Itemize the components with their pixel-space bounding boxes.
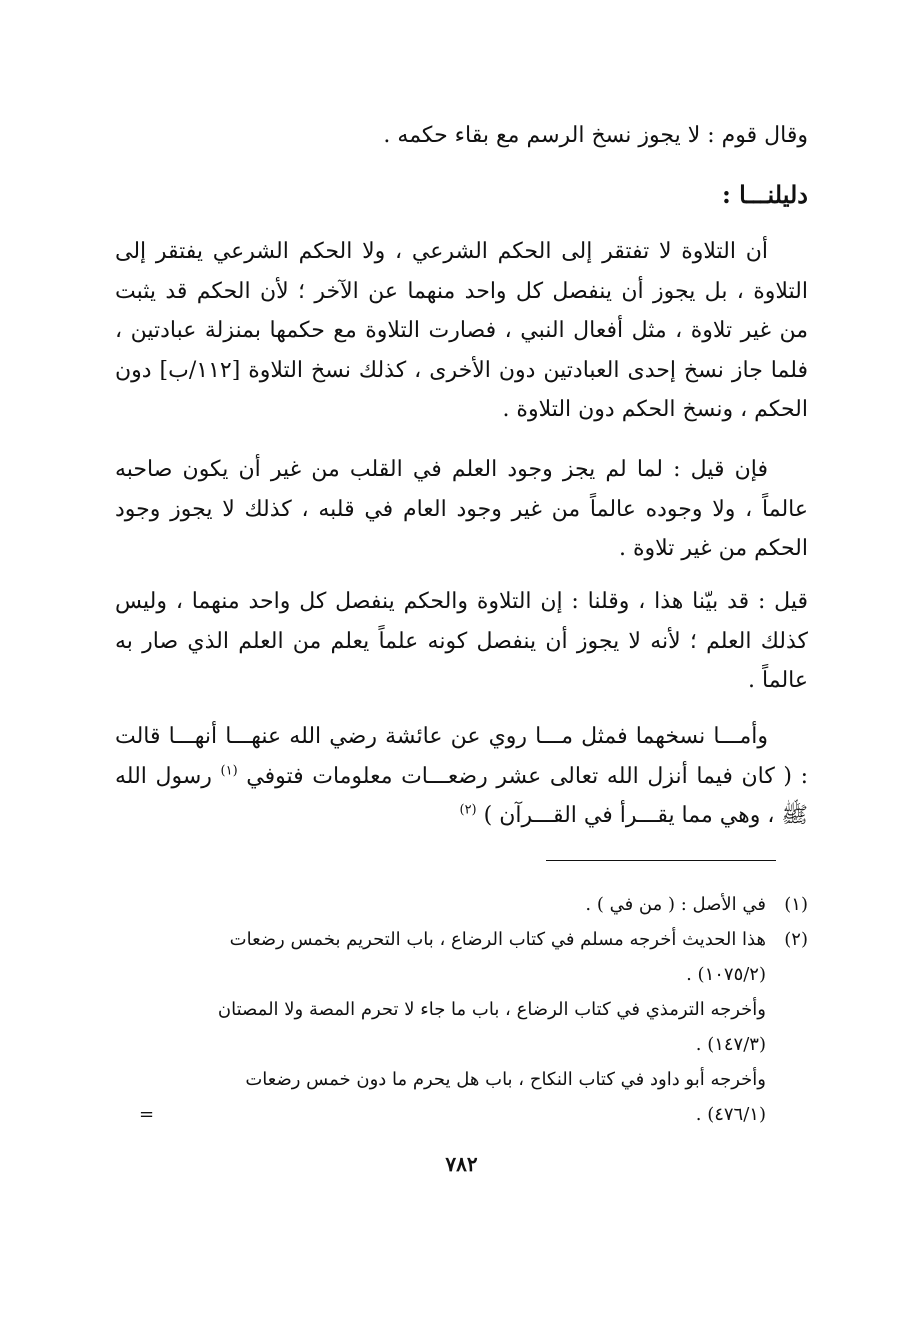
footnote-divider [546, 860, 776, 861]
paragraph-4-text-b: رسول الله ﷺ ، وهي مما يقـــرأ في القـــرآن ) [115, 763, 808, 828]
intro-line: وقال قوم : لا يجوز نسخ الرسم مع بقاء حكمه . [383, 123, 808, 148]
paragraph-3: قيل : قد بيّنا هذا ، وقلنا : إن التلاوة والحكم ينفصل كل واحد منهما ، وليس كذلك العلم ؛ لأنه لا يجوز أن ينفصل كونه علماً يعلم من العلم الذي صار به عالماً . [115, 589, 808, 693]
paragraph-4-text-a: وأمـــا نسخهما فمثل مـــا روي عن عائشة رضي الله عنهـــا أنهـــا قالت : ( كان فيما أنزل الله تعالى عشر رضعـــات معلومات فتوفي [115, 724, 809, 789]
footnote-line: هذا الحديث أخرجه مسلم في كتاب الرضاع ، باب التحريم بخمس رضعات [229, 929, 766, 950]
section-heading: دليلنـــا : [721, 180, 808, 209]
footnote-number: (١) [784, 894, 808, 915]
footnote-line: (١٤٧/٣) . [695, 1034, 766, 1055]
footnote-line: وأخرجه أبو داود في كتاب النكاح ، باب هل يحرم ما دون خمس رضعات [245, 1069, 766, 1090]
footnote-ref-2: (٢) [459, 802, 477, 818]
footnotes [115, 887, 808, 1132]
footnote-1 [115, 887, 808, 922]
footnote-line: في الأصل : ( من في ) . [585, 894, 766, 915]
footnote-line: (١٠٧٥/٢) . [686, 964, 766, 985]
page-number: ٧٨٢ [445, 1152, 478, 1176]
paragraph-1: أن التلاوة لا تفتقر إلى الحكم الشرعي ، ولا الحكم الشرعي يفتقر إلى التلاوة ، بل يجوز أن ينفصل كل واحد منهما عن الآخر ؛ لأن الحكم قد يثبت من غير تلاوة ، مثل أفعال النبي ، فصارت التلاوة مع حكمها بمنزلة عبادتين ، فلما جاز نسخ إحدى العبادتين دون الأخرى ، كذلك نسخ التلاوة [١١٢/ب] دون الحكم ، ونسخ الحكم دون التلاوة . [115, 239, 808, 422]
footnote-ref-1: (١) [220, 763, 238, 779]
footnote-line: وأخرجه الترمذي في كتاب الرضاع ، باب ما جاء لا تحرم المصة ولا المصتان [217, 999, 766, 1020]
footnote-line: (٤٧٦/١) . [695, 1104, 766, 1125]
continuation-mark: = [139, 1104, 155, 1125]
footnote-2 [115, 922, 808, 1132]
paragraph-4 [115, 717, 808, 836]
footnote-number: (٢) [784, 929, 808, 950]
paragraph-2: فإن قيل : لما لم يجز وجود العلم في القلب من غير أن يكون صاحبه عالماً ، ولا وجوده عالماً من غير وجود العام في قلبه ، كذلك لا يجوز وجود الحكم من غير تلاوة . [115, 457, 808, 561]
